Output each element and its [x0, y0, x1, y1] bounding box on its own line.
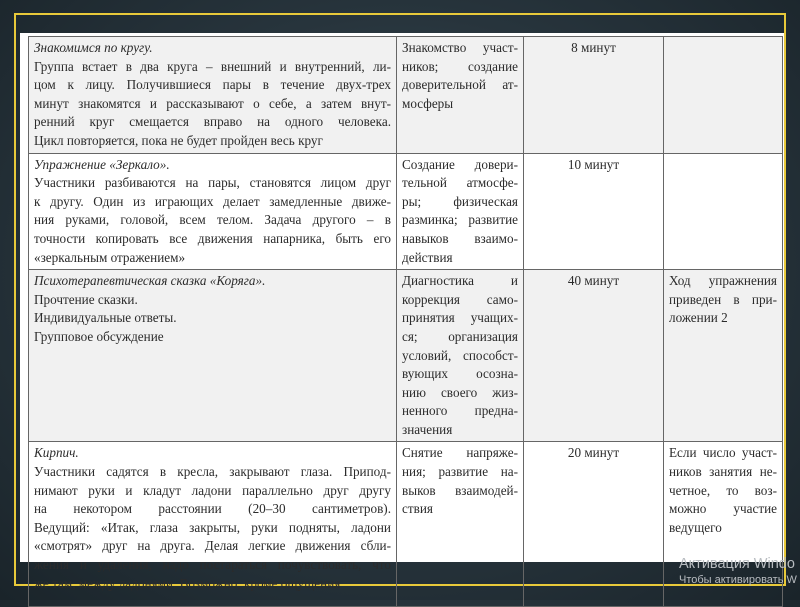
exercise-text-line: Группа встает в два круга – внешний и внутренний, ли-: [34, 58, 391, 74]
exercise-text-line: «зеркальным отражением»: [34, 249, 186, 265]
document-page: [20, 33, 797, 591]
exercise-cell: [29, 270, 397, 442]
table-row: [29, 153, 783, 270]
time-cell: [524, 37, 664, 154]
watermark-subtitle: Чтобы активировать W: [679, 574, 797, 586]
exercise-text-line: «смотрят» друг на друга. Делая легкие движения сбли-: [34, 538, 391, 554]
goal-text-line: мосферы: [402, 95, 454, 111]
duration-text: 20 минут: [567, 445, 620, 461]
goal-text-line: Создание довери-: [402, 156, 518, 172]
goal-text-line: ся; организация: [402, 328, 518, 344]
goal-text-line: ния; развитие на-: [402, 464, 518, 480]
goal-cell: [397, 153, 524, 270]
exercise-cell: [29, 442, 397, 607]
goal-text-line: Снятие напряже-: [402, 445, 518, 461]
note-text-line: четное, то воз-: [669, 482, 777, 498]
goal-text-line: условий, способст-: [402, 347, 518, 363]
duration-text: 40 минут: [567, 273, 620, 289]
goal-text-line: вующих осозна-: [402, 366, 518, 382]
exercise-text-line: Групповое обсуждение: [34, 328, 164, 344]
note-text-line: Ход упражнения: [669, 273, 777, 289]
goal-text-line: ры; физическая: [402, 193, 518, 209]
exercise-title: Психотерапевтическая сказка «Коряга».: [34, 273, 266, 289]
note-cell: [664, 270, 783, 442]
note-cell: [664, 153, 783, 270]
note-text-line: ложении 2: [669, 310, 728, 326]
exercise-text-line: точности копировать все движения напарника, быть его: [34, 230, 391, 246]
goal-text-line: разминка; развитие: [402, 212, 518, 228]
duration-text: 10 минут: [567, 156, 620, 172]
goal-text-line: Диагностика и: [402, 273, 518, 289]
note-text-line: Если число участ-: [669, 445, 777, 461]
goal-text-line: действия: [402, 249, 453, 265]
goal-text-line: Знакомство участ-: [402, 40, 518, 55]
time-cell: [524, 153, 664, 270]
goal-text-line: принятия учащих-: [402, 310, 518, 326]
exercise-text-line: ренний круг смещается вправо на одного человека.: [34, 114, 391, 130]
exercise-cell: [29, 37, 397, 154]
note-cell: [664, 37, 783, 154]
exercise-title: Знакомимся по кругу.: [34, 40, 153, 55]
goal-text-line: коррекция само-: [402, 291, 518, 307]
note-text-line: можно участие: [669, 501, 777, 517]
exercise-text-line: Прочтение сказки.: [34, 291, 138, 307]
goal-text-line: ников; создание: [402, 58, 518, 74]
exercise-text-line: Ведущий: «Итак, глаза закрыты, руки подняты, ладони: [34, 519, 391, 535]
table-row: [29, 442, 783, 607]
goal-cell: [397, 442, 524, 607]
table-row: [29, 37, 783, 154]
goal-text-line: доверительной ат-: [402, 77, 518, 93]
exercise-text-line: Участники разбиваются на пары, становятся лицом друг: [34, 175, 391, 191]
goal-text-line: нию своего жиз-: [402, 384, 518, 400]
exercise-text-line: к другу. Один из играющих делает замедленные движе-: [34, 193, 391, 209]
exercise-text-line: ния руками, головой, всем телом. Задача другого – в: [34, 212, 391, 228]
goal-text-line: значения: [402, 421, 453, 437]
exercise-title: Кирпич.: [34, 445, 79, 461]
goal-text-line: навыков взаимо-: [402, 230, 518, 246]
exercise-text-line: минут знакомятся и рассказывают о себе, а затем внут-: [34, 95, 391, 111]
goal-text-line: выков взаимодей-: [402, 482, 518, 498]
exercise-text-line: на некотором расстоянии (20–30 сантиметров).: [34, 501, 391, 517]
goal-text-line: ненного предна-: [402, 403, 518, 419]
exercise-text-line: же там, между ладонями. Возможно, кроме ощущения: [34, 575, 341, 591]
exercise-text-line: Участники садятся в кресла, закрывают глаза. Припод-: [34, 464, 391, 480]
exercise-title: Упражнение «Зеркало».: [34, 156, 170, 172]
note-text-line: ведущего: [669, 519, 722, 535]
time-cell: [524, 270, 664, 442]
exercise-cell: [29, 153, 397, 270]
table-row: [29, 270, 783, 442]
exercise-text-line: нимают руки и кладут ладони параллельно друг другу: [34, 482, 391, 498]
exercise-text-line: Цикл повторяется, пока не будет пройден весь круг: [34, 132, 323, 148]
goal-cell: [397, 270, 524, 442]
note-text-line: приведен в при-: [669, 291, 777, 307]
windows-activation-watermark: [679, 555, 797, 587]
goal-text-line: тельной атмосфе-: [402, 175, 518, 191]
exercise-text-line: жения и удаления, надо постараться почувствовать, что: [34, 557, 391, 573]
watermark-title: Активация Windo: [679, 556, 795, 572]
exercise-text-line: цом к лицу. Получившиеся пары в течение двух-трех: [34, 77, 391, 93]
goal-text-line: ствия: [402, 501, 433, 517]
exercise-text-line: Индивидуальные ответы.: [34, 310, 177, 326]
exercise-table: [28, 36, 783, 607]
note-text-line: ников занятия не-: [669, 464, 777, 480]
time-cell: [524, 442, 664, 607]
goal-cell: [397, 37, 524, 154]
duration-text: 8 минут: [571, 40, 616, 55]
